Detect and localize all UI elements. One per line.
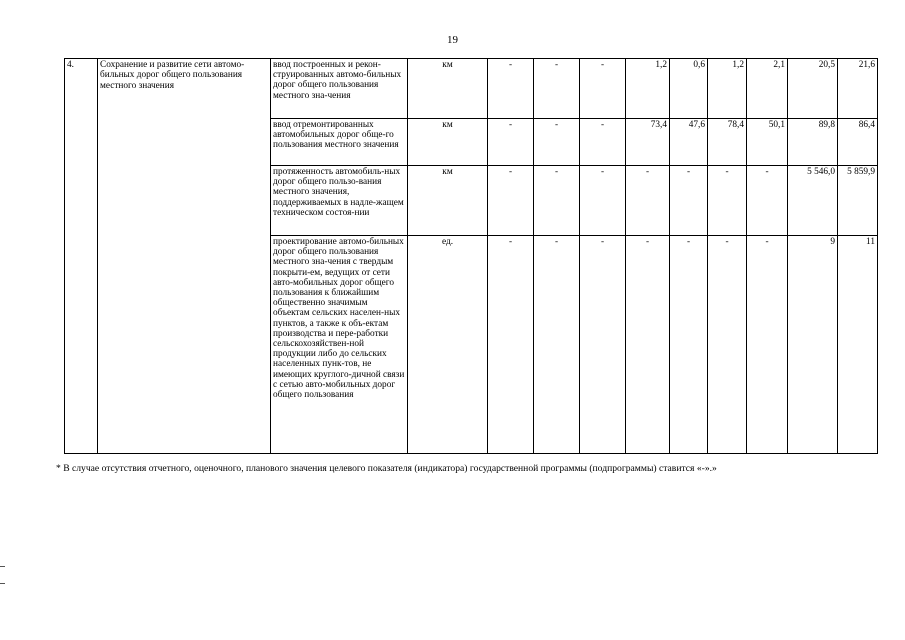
value-cell: 5 546,0: [788, 166, 838, 236]
value-cell: 86,4: [838, 119, 878, 166]
value-cell: 0,6: [670, 59, 708, 119]
value-cell: 89,8: [788, 119, 838, 166]
indicator-name: протяженность автомобиль-ных дорог общего пользо-вания местного значения, поддерживаемых в надле-жащем техническом состоя-нии: [271, 166, 408, 236]
value-cell: -: [626, 166, 670, 236]
value-cell: 21,6: [838, 59, 878, 119]
margin-mark: [0, 583, 5, 584]
value-cell: -: [534, 59, 580, 119]
value-cell: 9: [788, 236, 838, 454]
value-cell: -: [534, 166, 580, 236]
value-cell: 50,1: [747, 119, 788, 166]
value-cell: -: [670, 236, 708, 454]
value-cell: -: [747, 166, 788, 236]
value-cell: -: [488, 59, 534, 119]
program-name: Сохранение и развитие сети автомо-бильных дорог общего пользования местного значения: [98, 59, 271, 454]
indicator-name: проектирование автомо-бильных дорог общего пользования местного зна-чения с твердым покрыти-ем, ведущих от сети авто-мобильных дорог общего пользования к ближайшим общественно значимым объектам сельских населен-ных пунктов, а также к объ-ектам производства и пере-работки сельскохозяйствен-ной продукции либо до сельских населенных пунк-тов, не имеющих круглого-дичной связи с сетью авто-мобильных дорог общего пользования: [271, 236, 408, 454]
value-cell: -: [580, 166, 626, 236]
value-cell: -: [580, 59, 626, 119]
value-cell: -: [488, 119, 534, 166]
value-cell: -: [670, 166, 708, 236]
page-number: 19: [447, 34, 458, 46]
footnote: * В случае отсутствия отчетного, оценочного, планового значения целевого показателя (индикатора) государственной программы (подпрограммы) ставится «-».»: [56, 463, 717, 474]
row-number: 4.: [65, 59, 98, 454]
value-cell: -: [626, 236, 670, 454]
value-cell: -: [747, 236, 788, 454]
table-row: [65, 59, 878, 119]
value-cell: 20,5: [788, 59, 838, 119]
value-cell: -: [488, 166, 534, 236]
margin-mark: [0, 566, 5, 567]
value-cell: -: [708, 166, 747, 236]
value-cell: -: [580, 119, 626, 166]
value-cell: 5 859,9: [838, 166, 878, 236]
value-cell: 11: [838, 236, 878, 454]
indicator-unit: км: [408, 119, 488, 166]
value-cell: -: [708, 236, 747, 454]
value-cell: 1,2: [626, 59, 670, 119]
value-cell: 73,4: [626, 119, 670, 166]
table-body: [65, 59, 878, 454]
indicator-name: ввод построенных и рекон-струированных автомо-бильных дорог общего пользования местного зна-чения: [271, 59, 408, 119]
indicator-unit: ед.: [408, 236, 488, 454]
value-cell: -: [488, 236, 534, 454]
value-cell: 1,2: [708, 59, 747, 119]
value-cell: 78,4: [708, 119, 747, 166]
indicators-table: [64, 58, 878, 454]
indicator-unit: км: [408, 166, 488, 236]
value-cell: 2,1: [747, 59, 788, 119]
value-cell: -: [534, 119, 580, 166]
value-cell: -: [580, 236, 626, 454]
indicator-unit: км: [408, 59, 488, 119]
indicator-name: ввод отремонтированных автомобильных дорог обще-го пользования местного значения: [271, 119, 408, 166]
value-cell: 47,6: [670, 119, 708, 166]
value-cell: -: [534, 236, 580, 454]
